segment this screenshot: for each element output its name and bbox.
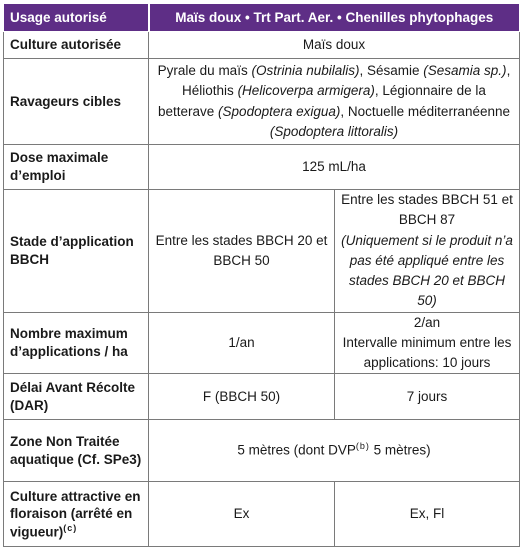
znt-value	[149, 420, 520, 482]
ravageurs-text-2: , Sésamie	[359, 63, 424, 78]
dose-value: 125 mL/ha	[149, 145, 520, 190]
znt-footnote-b: (b)	[355, 441, 370, 452]
ravageurs-text-4: , Légionnaire de la betterave	[158, 83, 486, 119]
ravageurs-species-2: (Sesamia sp.)	[423, 63, 507, 78]
ravageurs-text-1: Pyrale du maïs	[157, 63, 252, 78]
stade-label: Stade d’application BBCH	[4, 190, 149, 313]
ravageurs-species-5: (Spodoptera littoralis)	[269, 123, 399, 139]
row-ravageurs	[4, 59, 520, 145]
table-header-row	[4, 4, 520, 32]
attractive-label-text: Culture attractive en floraison (arrêté en vigueur)	[10, 488, 141, 540]
ravageurs-species-3: (Helicoverpa armigera)	[237, 83, 375, 99]
nombre-right-value	[335, 312, 520, 374]
nombre-label: Nombre maximum d’applications / ha	[4, 312, 149, 374]
stade-right-value	[335, 190, 520, 313]
culture-value: Maïs doux	[149, 32, 520, 59]
header-usage: Usage autorisé	[4, 4, 149, 32]
row-znt	[4, 420, 520, 482]
ravageurs-label: Ravageurs cibles	[4, 59, 149, 145]
attractive-footnote-c: (c)	[63, 522, 78, 533]
stade-left-value: Entre les stades BBCH 20 et BBCH 50	[149, 190, 335, 313]
attractive-label	[4, 482, 149, 547]
nombre-right-line1: 2/an	[413, 314, 441, 330]
attractive-right-value: Ex, Fl	[335, 482, 520, 547]
ravageurs-value	[149, 59, 520, 145]
ravageurs-text-3: , Héliothis	[182, 63, 511, 99]
row-nombre	[4, 312, 520, 374]
znt-value-a: 5 mètres (dont DVP	[237, 442, 356, 458]
ravageurs-text-5: , Noctuelle méditerranéenne	[340, 103, 510, 119]
row-dar	[4, 374, 520, 420]
header-usage-value: Maïs doux • Trt Part. Aer. • Chenilles phytophages	[149, 4, 520, 32]
nombre-right-line2: Intervalle minimum entre les applications: 10 jours	[342, 334, 512, 370]
stade-right-main: Entre les stades BBCH 51 et BBCH 87	[341, 192, 513, 228]
dar-label: Délai Avant Récolte (DAR)	[4, 374, 149, 420]
culture-label: Culture autorisée	[4, 32, 149, 59]
row-culture	[4, 32, 520, 59]
ravageurs-species-4: (Spodoptera exigua)	[218, 103, 341, 119]
row-attractive	[4, 482, 520, 547]
attractive-left-value: Ex	[149, 482, 335, 547]
row-stade	[4, 190, 520, 313]
stade-right-note: (Uniquement si le produit n’a pas été appliqué entre les stades BBCH 20 et BBCH 50)	[341, 232, 513, 309]
znt-value-b: 5 mètres)	[369, 442, 431, 458]
dar-right-value: 7 jours	[335, 374, 520, 420]
nombre-left-value: 1/an	[149, 312, 335, 374]
ravageurs-species-1: (Ostrinia nubilalis)	[251, 63, 360, 78]
dar-left-value: F (BBCH 50)	[149, 374, 335, 420]
authorization-table	[3, 3, 520, 547]
znt-label: Zone Non Traitée aquatique (Cf. SPe3)	[4, 420, 149, 482]
row-dose	[4, 145, 520, 190]
dose-label: Dose maximale d’emploi	[4, 145, 149, 190]
